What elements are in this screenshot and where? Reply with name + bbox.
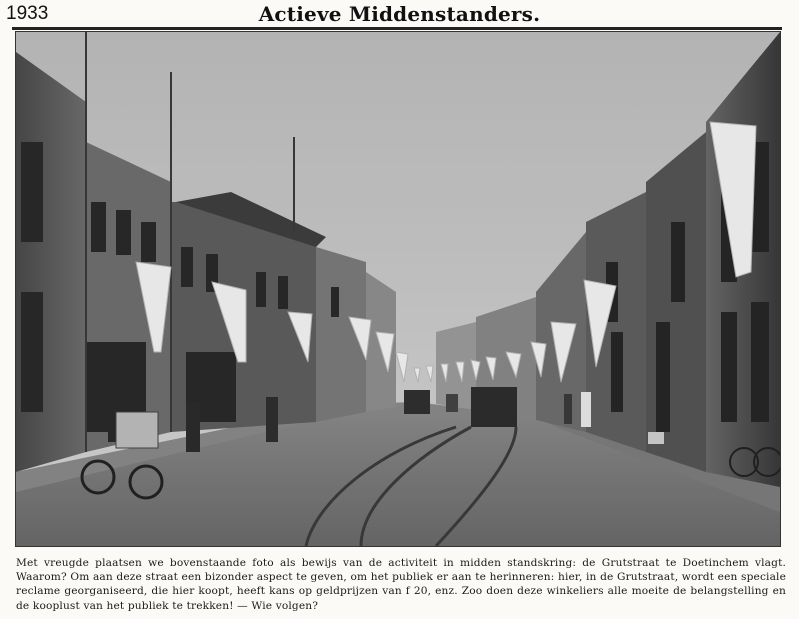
photo-caption: Met vreugde plaatsen we bovenstaande foto als bewijs van de activiteit in midden standskring: de Grutstraat te Doetinchem vlagt. Waarom? Om aan deze straat een bizonder aspect te geven, om het publiek er aan te herinneren: hier, in de Grutstraat, wordt een speciale reclame georganiseerd, die hier koopt, heeft kans op geldprijzen van f 20, enz. Zoo doen deze winkeliers alle moeite de belangstelling en de kooplust van het publiek te trekken! — Wie volgen? xyxy=(16,557,786,612)
street-photo xyxy=(15,31,781,547)
headline-rule xyxy=(12,27,782,30)
headline: Actieve Middenstanders. xyxy=(258,2,541,26)
year-label: 1933 xyxy=(6,3,49,24)
street-photo-drawing xyxy=(16,32,780,546)
